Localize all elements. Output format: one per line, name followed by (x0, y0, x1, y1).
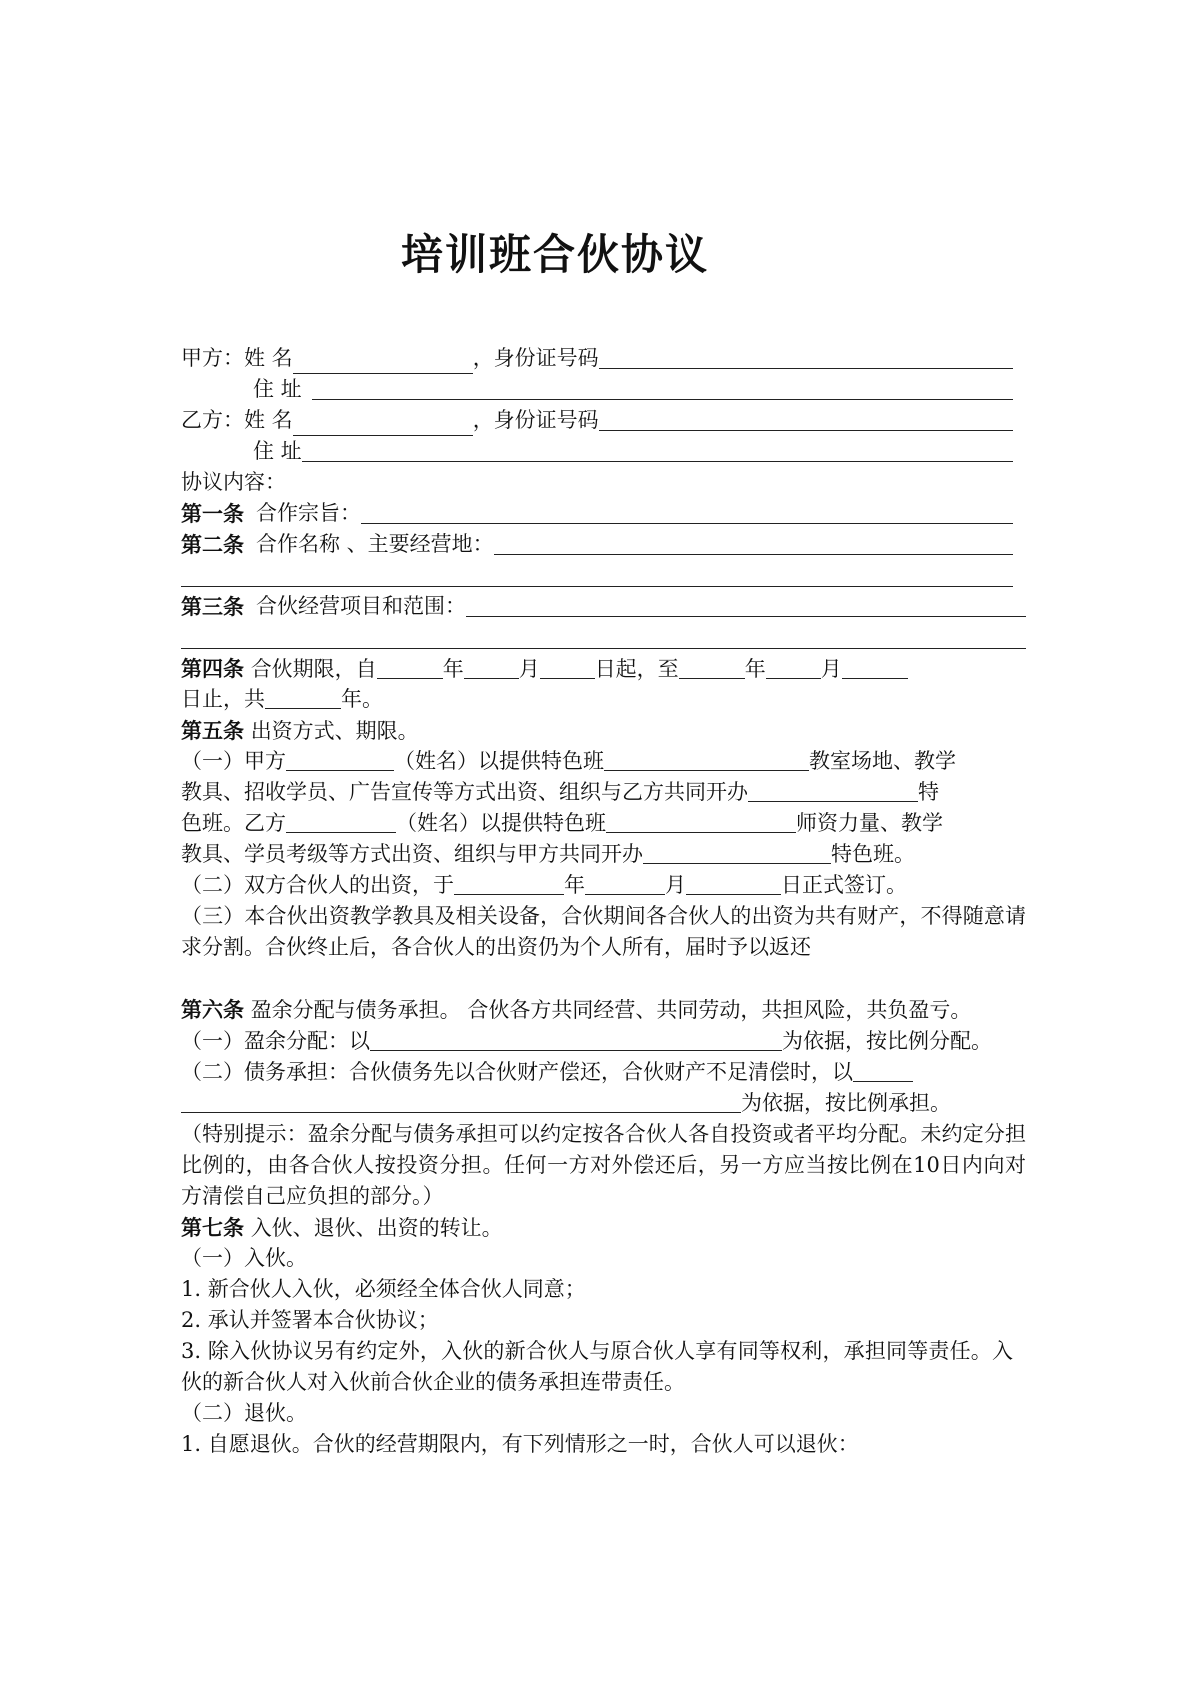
party-a-label: 甲方： (181, 346, 244, 370)
a5-party-a-class-field[interactable] (604, 748, 809, 771)
a5-p1-b: （姓名）以提供特色班 (394, 749, 604, 773)
a5-p1-j: 特色班。 (831, 842, 915, 866)
party-b-label: 乙方： (181, 408, 244, 432)
article-3-heading: 第三条 (181, 594, 244, 619)
article-7-i3: 3. 除入伙协议另有约定外，入伙的新合伙人与原合伙人享有同等权利，承担同等责任。入伙的新合伙人对入伙前合伙企业的债务承担连带责任。 (181, 1339, 1013, 1394)
a5-p1-f: 色班。乙方 (181, 811, 286, 835)
sign-month-field[interactable] (585, 872, 665, 895)
start-month-field[interactable] (464, 656, 519, 679)
a5-p1-e: 特 (918, 780, 939, 804)
article-3-field[interactable] (466, 594, 1026, 617)
document-body (181, 343, 1026, 1460)
article-4-heading: 第四条 (181, 656, 244, 681)
party-a-address-line (181, 374, 1013, 405)
party-a-name-field[interactable] (293, 351, 473, 374)
article-5-text: 出资方式、期限。 (250, 719, 419, 743)
a6-p1-a: （一）盈余分配：以 (181, 1029, 370, 1053)
party-b-address-field[interactable] (302, 439, 1013, 462)
start-day-field[interactable] (540, 656, 595, 679)
sign-year-field[interactable] (454, 872, 564, 895)
party-b-name-label: 姓 名 (244, 408, 293, 432)
debt-basis-field-2[interactable] (181, 1090, 741, 1113)
sign-year-label: 年 (564, 873, 585, 897)
article-3 (181, 591, 1026, 622)
article-4-cont (181, 684, 1013, 715)
end-year-field[interactable] (679, 656, 745, 679)
a6-p2-a: （二）债务承担：合伙债务先以合伙财产偿还，合伙财产不足清偿时，以 (181, 1060, 853, 1084)
a5-p1-g: （姓名）以提供特色班 (396, 811, 606, 835)
party-b-id-field[interactable] (599, 408, 1013, 431)
party-a-id-label: ，身份证号码 (472, 346, 599, 370)
a5-p1-i: 教具、学员考级等方式出资、组织与甲方共同开办 (181, 842, 643, 866)
article-7-heading: 第七条 (181, 1215, 244, 1240)
article-5-p3: （三）本合伙出资教学教具及相关设备，合伙期间各合伙人的出资为共有财产，不得随意请求分割。合伙终止后，各合伙人的出资仍为个人所有，届时予以返还 (181, 904, 1026, 959)
article-7-i2: 2. 承认并签署本合伙协议； (181, 1308, 439, 1332)
content-label: 协议内容： (181, 470, 286, 494)
article-6 (181, 994, 1026, 1026)
article-5-p1-line1 (181, 746, 1013, 777)
article-5 (181, 715, 1013, 746)
sign-day-label: 日正式签订。 (781, 873, 907, 897)
sign-month-label: 月 (665, 873, 686, 897)
article-1-text: 合作宗旨： (256, 501, 361, 525)
article-6-note: （特别提示：盈余分配与债务承担可以约定按各合伙人各自投资或者平均分配。未约定分担比例的，由各合伙人按投资分担。任何一方对外偿还后，另一方应当按比例在10日内向对方清偿自己应负担的部分。） (181, 1122, 1026, 1208)
a5-party-a-run-field[interactable] (748, 779, 918, 802)
article-7-s2: （二）退伙。 (181, 1401, 307, 1425)
article-6-p1 (181, 1026, 1013, 1057)
a5-p2-a: （二）双方合伙人的出资，于 (181, 873, 454, 897)
party-a-name-line (181, 343, 1013, 374)
month-label: 月 (518, 657, 540, 681)
year-label-2: 年 (744, 657, 766, 681)
article-1 (181, 498, 1013, 529)
article-2-heading: 第二条 (181, 532, 244, 557)
party-b-name-field[interactable] (293, 413, 473, 436)
article-2 (181, 529, 1013, 560)
article-5-p1-line3 (181, 808, 1013, 839)
debt-basis-field[interactable] (853, 1059, 913, 1082)
a6-p2-b: 为依据，按比例承担。 (741, 1091, 951, 1115)
article-1-field[interactable] (361, 501, 1013, 524)
article-3-field-line-2[interactable] (181, 622, 1026, 653)
article-6-heading: 第六条 (181, 997, 244, 1022)
a5-p1-c: 教室场地、教学 (809, 749, 956, 773)
article-2-field[interactable] (494, 532, 1013, 555)
start-year-field[interactable] (377, 656, 443, 679)
end-day-field[interactable] (842, 656, 908, 679)
article-7-i1: 1. 新合伙人入伙，必须经全体合伙人同意； (181, 1277, 586, 1301)
party-a-address-label: 住 址 (253, 377, 302, 401)
article-4-text: 合伙期限，自 (250, 657, 377, 681)
party-b-id-label: ，身份证号码 (472, 408, 599, 432)
party-a-address-field[interactable] (312, 377, 1013, 400)
years-label: 年。 (341, 687, 383, 711)
article-6-text: 盈余分配与债务承担。 合伙各方共同经营、共同劳动，共担风险，共负盈亏。 (250, 998, 972, 1022)
article-6-p2 (181, 1057, 1026, 1119)
article-7-s1: （一）入伙。 (181, 1246, 307, 1270)
article-4 (181, 653, 1013, 684)
article-5-p2 (181, 870, 1013, 901)
a5-party-a-name-field[interactable] (286, 748, 394, 771)
total-years-field[interactable] (265, 686, 341, 709)
article-5-heading: 第五条 (181, 718, 244, 743)
party-b-name-line (181, 405, 1013, 436)
article-2-field-line-2[interactable] (181, 560, 1013, 591)
a5-p1-a: （一）甲方 (181, 749, 286, 773)
a5-p1-h: 师资力量、教学 (796, 811, 943, 835)
year-label: 年 (442, 657, 464, 681)
article-7-i4: 1. 自愿退伙。合伙的经营期限内，有下列情形之一时，合伙人可以退伙： (181, 1432, 859, 1456)
to-label: 日止，共 (181, 687, 265, 711)
sign-day-field[interactable] (686, 872, 781, 895)
article-3-text: 合伙经营项目和范围： (256, 594, 466, 618)
a5-party-b-run-field[interactable] (643, 841, 831, 864)
from-label: 日起，至 (594, 657, 679, 681)
end-month-field[interactable] (766, 656, 821, 679)
profit-basis-field[interactable] (370, 1028, 782, 1051)
article-5-p1-line4 (181, 839, 1013, 870)
a5-party-b-class-field[interactable] (606, 810, 796, 833)
a6-p1-b: 为依据，按比例分配。 (782, 1029, 992, 1053)
article-5-p1-line2 (181, 777, 1013, 808)
document-title: 培训班合伙协议 (400, 230, 709, 279)
article-7 (181, 1212, 1013, 1243)
party-a-name-label: 姓 名 (244, 346, 293, 370)
party-b-address-line (181, 436, 1013, 467)
a5-party-b-name-field[interactable] (286, 810, 396, 833)
article-7-text: 入伙、退伙、出资的转让。 (250, 1216, 503, 1240)
party-a-id-field[interactable] (599, 346, 1013, 369)
article-2-text: 合作名称 、主要经营地： (256, 532, 494, 556)
month-label-2: 月 (820, 657, 842, 681)
a5-p1-d: 教具、招收学员、广告宣传等方式出资、组织与乙方共同开办 (181, 780, 748, 804)
party-b-address-label: 住 址 (253, 439, 302, 463)
article-1-heading: 第一条 (181, 501, 244, 526)
